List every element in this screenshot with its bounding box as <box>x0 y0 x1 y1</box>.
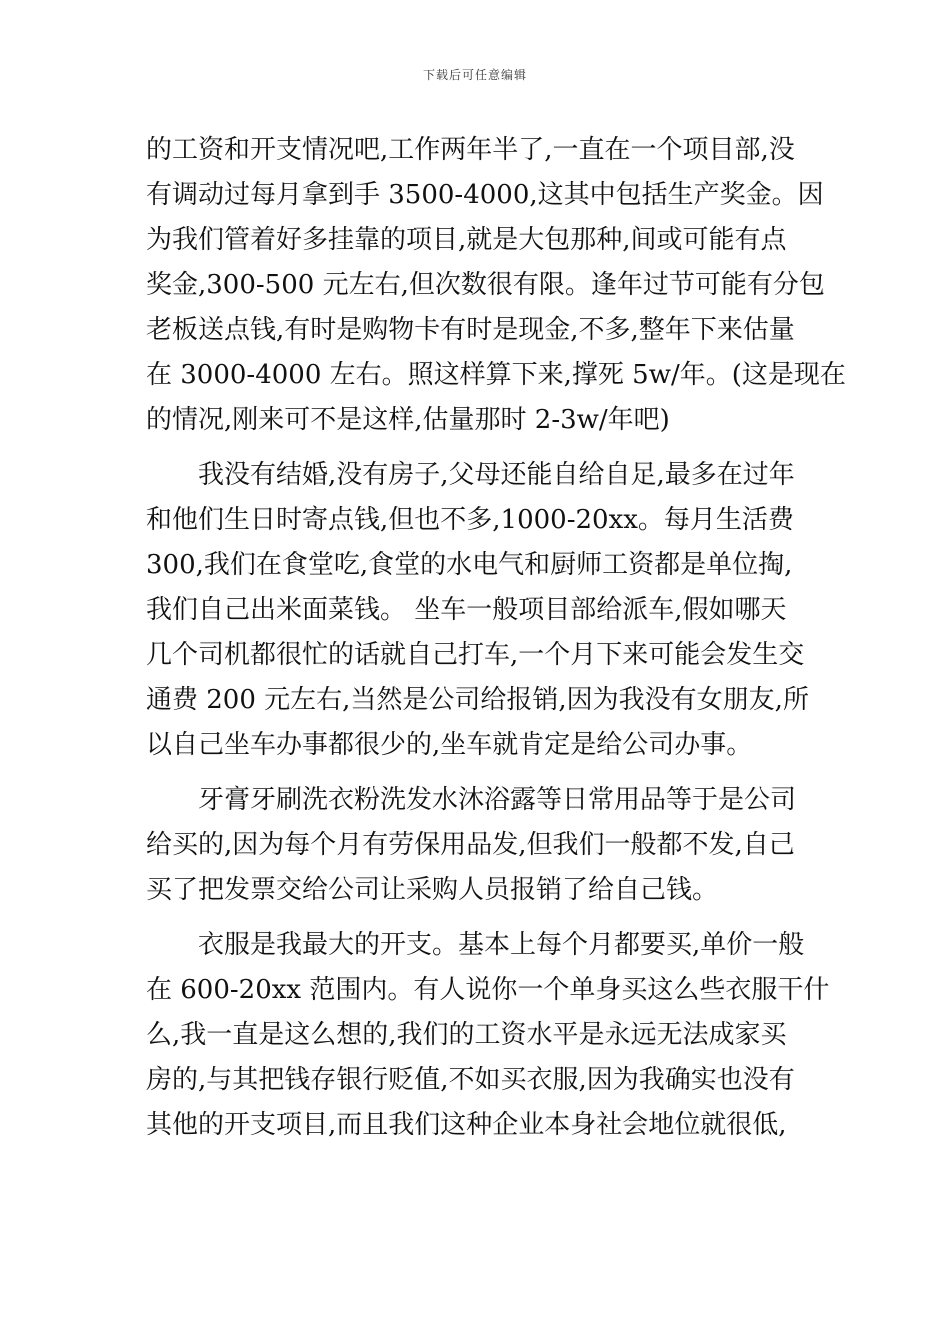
text-line: 奖金,300-500 元左右,但次数很有限。逢年过节可能有分包 <box>146 270 825 300</box>
text-line: 我们自己出米面菜钱。 坐车一般项目部给派车,假如哪天 <box>146 595 787 625</box>
text-line: 给买的,因为每个月有劳保用品发,但我们一般都不发,自己 <box>146 830 795 860</box>
text-line: 牙膏牙刷洗衣粉洗发水沐浴露等日常用品等于是公司 <box>198 785 797 815</box>
text-line: 的工资和开支情况吧,工作两年半了,一直在一个项目部,没 <box>146 135 795 165</box>
text-line: 为我们管着好多挂靠的项目,就是大包那种,间或可能有点 <box>146 225 787 255</box>
paragraph <box>146 128 846 443</box>
paragraph <box>146 453 811 768</box>
text-line: 有调动过每月拿到手 3500-4000,这其中包括生产奖金。因 <box>146 180 824 210</box>
document-body <box>146 128 846 1148</box>
text-line: 衣服是我最大的开支。基本上每个月都要买,单价一般 <box>198 930 805 960</box>
text-line: 房的,与其把钱存银行贬值,不如买衣服,因为我确实也没有 <box>146 1065 795 1095</box>
paragraph <box>146 923 830 1148</box>
text-line: 几个司机都很忙的话就自己打车,一个月下来可能会发生交 <box>146 640 805 670</box>
text-line: 么,我一直是这么想的,我们的工资水平是永远无法成家买 <box>146 1020 787 1050</box>
text-line: 在 3000-4000 左右。照这样算下来,撑死 5w/年。(这是现在 <box>146 360 846 390</box>
text-line: 和他们生日时寄点钱,但也不多,1000-20xx。每月生活费 <box>146 505 794 535</box>
paragraph <box>146 778 811 913</box>
text-line: 老板送点钱,有时是购物卡有时是现金,不多,整年下来估量 <box>146 315 795 345</box>
text-line: 我没有结婚,没有房子,父母还能自给自足,最多在过年 <box>198 460 795 490</box>
text-line: 买了把发票交给公司让采购人员报销了给自己钱。 <box>146 875 719 905</box>
text-line: 的情况,刚来可不是这样,估量那时 2-3w/年吧) <box>146 405 670 435</box>
text-line: 300,我们在食堂吃,食堂的水电气和厨师工资都是单位掏, <box>146 550 793 580</box>
text-line: 以自己坐车办事都很少的,坐车就肯定是给公司办事。 <box>146 730 753 760</box>
text-line: 在 600-20xx 范围内。有人说你一个单身买这么些衣服干什 <box>146 975 830 1005</box>
text-line: 通费 200 元左右,当然是公司给报销,因为我没有女朋友,所 <box>146 685 809 715</box>
text-line: 其他的开支项目,而且我们这种企业本身社会地位就很低, <box>146 1110 787 1140</box>
page-header-caption: 下载后可任意编辑 <box>422 68 527 82</box>
